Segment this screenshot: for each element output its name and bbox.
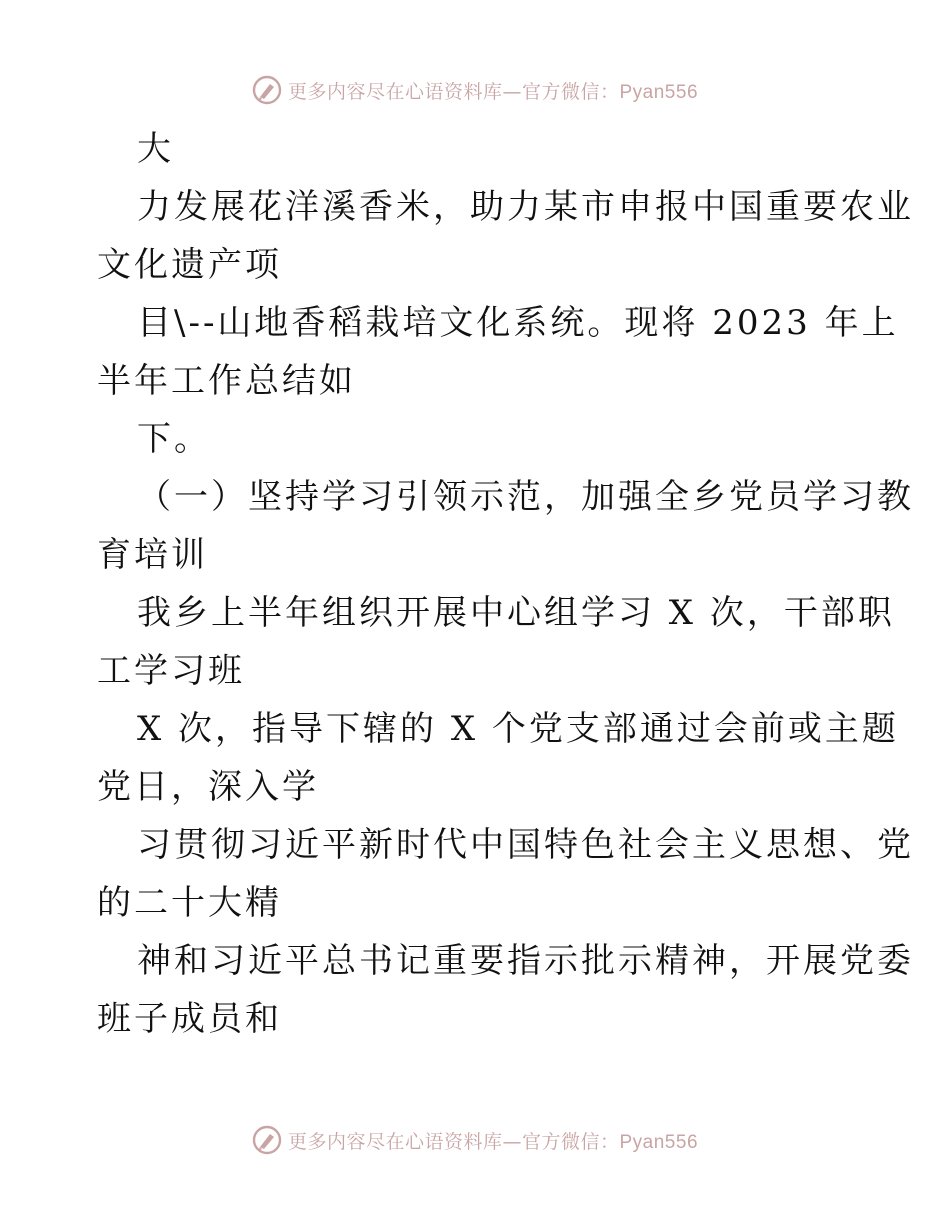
text-line: 目\--山地香稻栽培文化系统。现将 2023 年上 — [137, 303, 899, 343]
text-line: 的二十大精 — [97, 883, 282, 923]
watermark-text: 更多内容尽在心语资料库—官方微信：Pyan556 — [287, 80, 699, 103]
text-line: 下。 — [137, 419, 211, 459]
text-line: 班子成员和 — [97, 999, 282, 1039]
text-line: 习贯彻习近平新时代中国特色社会主义思想、党 — [137, 825, 914, 865]
text-line: X 次，指导下辖的 X 个党支部通过会前或主题 — [137, 709, 899, 749]
pen-logo-icon — [252, 1125, 282, 1155]
text-line: 大 — [137, 129, 174, 169]
text-line: 育培训 — [97, 535, 208, 575]
header-watermark — [0, 72, 950, 108]
watermark-text: 更多内容尽在心语资料库—官方微信：Pyan556 — [287, 1130, 699, 1153]
text-line: 文化遗产项 — [97, 245, 282, 285]
text-line: （一）坚持学习引领示范，加强全乡党员学习教 — [137, 477, 914, 517]
text-line: 半年工作总结如 — [97, 361, 356, 401]
footer-watermark — [0, 1122, 950, 1158]
text-line: 力发展花洋溪香米，助力某市申报中国重要农业 — [137, 187, 914, 227]
text-line: 神和习近平总书记重要指示批示精神，开展党委 — [137, 941, 914, 981]
text-line: 工学习班 — [97, 651, 245, 691]
pen-logo-icon — [252, 75, 282, 105]
text-line: 党日，深入学 — [97, 767, 319, 807]
text-line: 我乡上半年组织开展中心组学习 X 次，干部职 — [137, 593, 895, 633]
document-body — [97, 120, 914, 1048]
